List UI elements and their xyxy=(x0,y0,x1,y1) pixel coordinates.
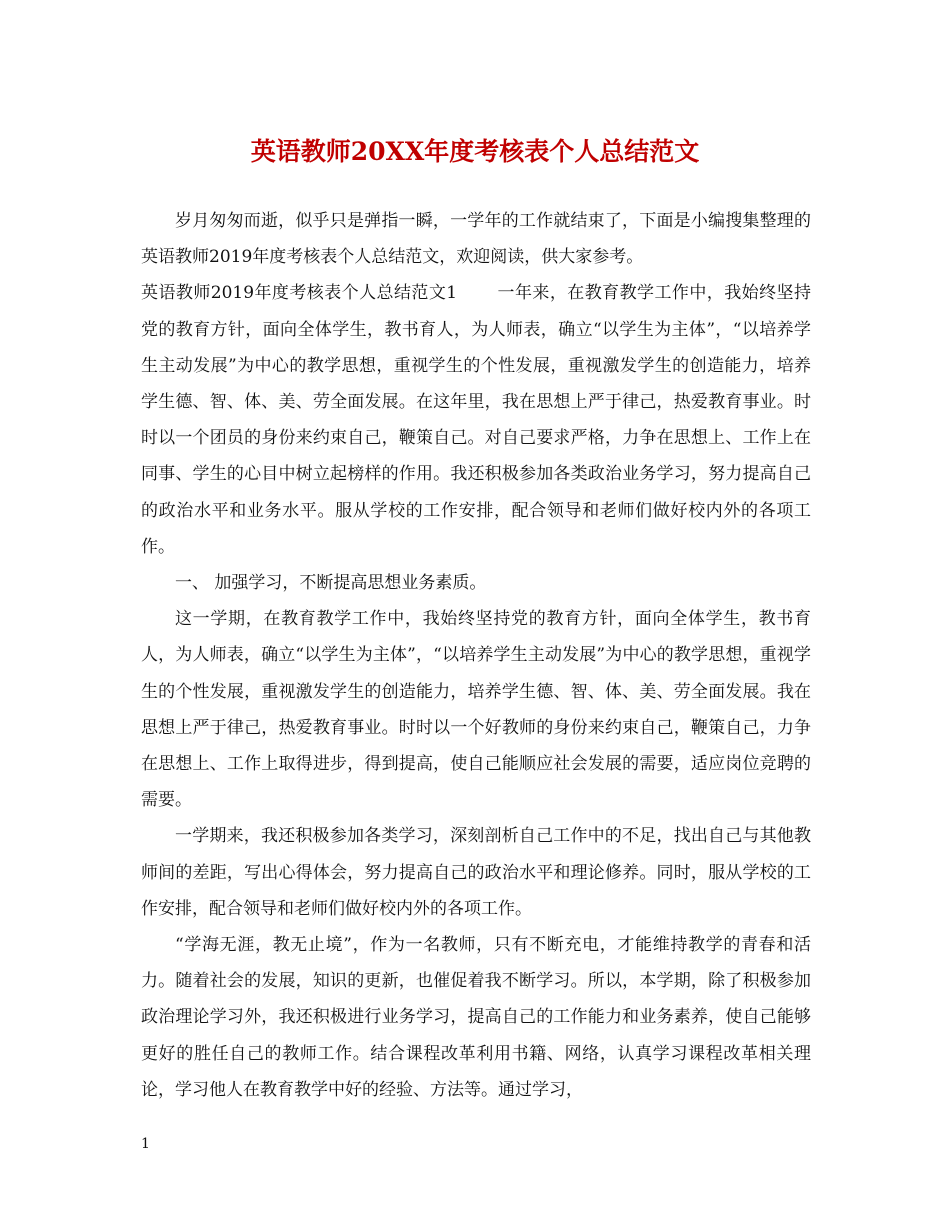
page-number: 1 xyxy=(141,1136,150,1152)
summary-paragraph xyxy=(141,275,811,565)
body-paragraph: 一学期来，我还积极参加各类学习，深刻剖析自己工作中的不足，找出自己与其他教师间的差距，写出心得体会，努力提高自己的政治水平和理论修养。同时，服从学校的工作安排，配合领导和老师们做好校内外的各项工作。 xyxy=(141,826,811,919)
document-body xyxy=(141,203,811,1108)
section-heading: 英语教师2019年度考核表个人总结范文1 xyxy=(141,283,458,304)
section-one-heading: 一、 加强学习，不断提高思想业务素质。 xyxy=(175,573,487,594)
summary-text: 一年来，在教育教学工作中，我始终坚持党的教育方针，面向全体学生，教书育人，为人师表，确立“以学生为主体”，“以培养学生主动发展”为中心的教学思想，重视学生的个性发展，重视激发学生的创造能力，培养学生德、智、体、美、劳全面发展。在这年里，我在思想上严于律己，热爱教育事业。时时以一个团员的身份来约束自己，鞭策自己。对自己要求严格，力争在思想上、工作上在同事、学生的心目中树立起榜样的作用。我还积极参加各类政治业务学习，努力提高自己的政治水平和业务水平。服从学校的工作安排，配合领导和老师们做好校内外的各项工作。 xyxy=(141,283,811,557)
intro-paragraph: 岁月匆匆而逝，似乎只是弹指一瞬，一学年的工作就结束了，下面是小编搜集整理的英语教师2019年度考核表个人总结范文，欢迎阅读，供大家参考。 xyxy=(141,211,811,268)
body-paragraph: 这一学期，在教育教学工作中，我始终坚持党的教育方针，面向全体学生，教书育人，为人师表，确立“以学生为主体”，“以培养学生主动发展”为中心的教学思想，重视学生的个性发展，重视激发学生的创造能力，培养学生德、智、体、美、劳全面发展。我在思想上严于律己，热爱教育事业。时时以一个好教师的身份来约束自己，鞭策自己，力争在思想上、工作上取得进步，得到提高，使自己能顺应社会发展的需要，适应岗位竞聘的需要。 xyxy=(141,609,811,811)
document-title: 英语教师20XX年度考核表个人总结范文 xyxy=(250,137,700,166)
body-paragraph: “学海无涯，教无止境”，作为一名教师，只有不断充电，才能维持教学的青春和活力。随着社会的发展，知识的更新，也催促着我不断学习。所以，本学期，除了积极参加政治理论学习外，我还积极进行业务学习，提高自己的工作能力和业务素养，使自己能够更好的胜任自己的教师工作。结合课程改革利用书籍、网络，认真学习课程改革相关理论，学习他人在教育教学中好的经验、方法等。通过学习， xyxy=(141,935,811,1100)
